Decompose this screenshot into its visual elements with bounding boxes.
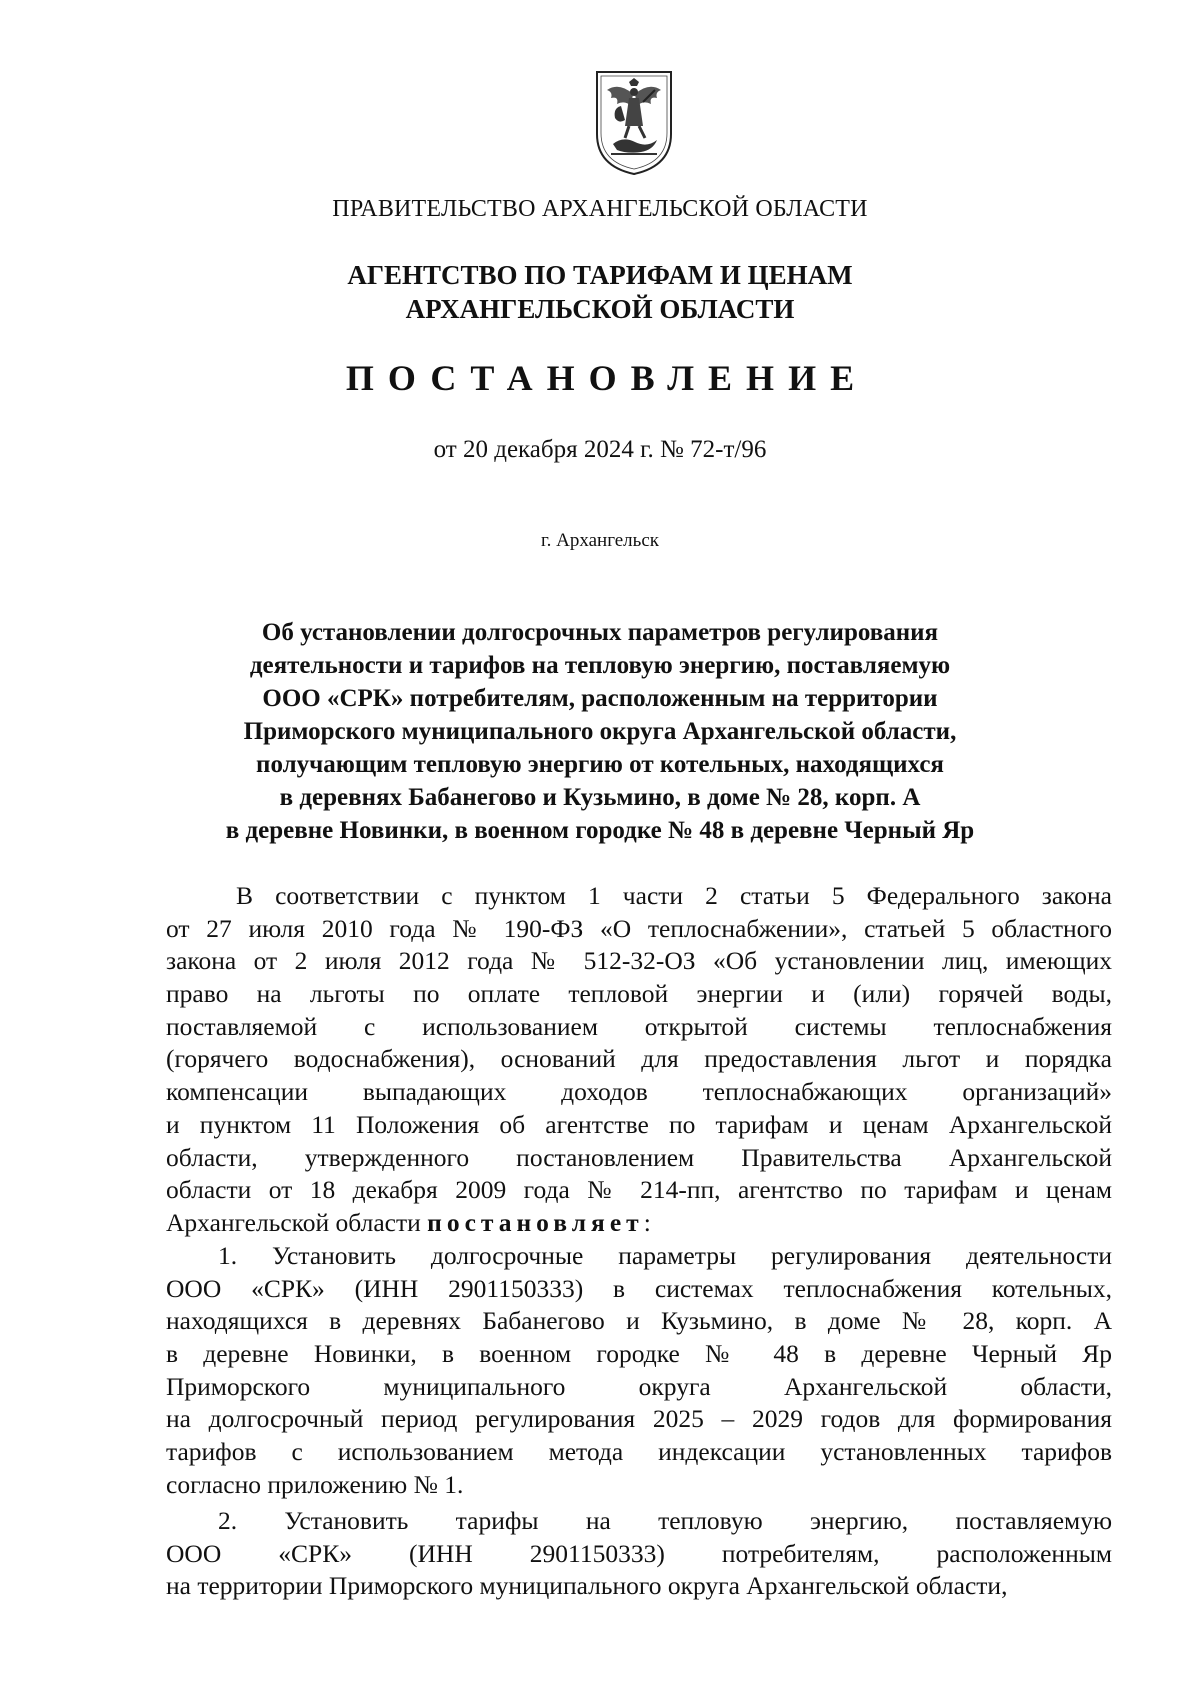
government-name: ПРАВИТЕЛЬСТВО АРХАНГЕЛЬСКОЙ ОБЛАСТИ [332,196,868,222]
decree-word: постановляет [427,1207,644,1237]
title-line: Об установлении долгосрочных параметров регулирования [261,619,939,646]
item-2-line: 2. Установить тарифы на тепловую энергию, поставляемую [218,1506,1112,1535]
title-line: в деревне Новинки, в военном городке № 48 в деревне Черный Яр [225,817,975,844]
item-2-line: на территории Приморского муниципального округа Архангельской области, [166,1571,1008,1601]
preamble-line: (горячего водоснабжения), оснований для предоставления льгот и порядка [166,1044,1112,1074]
title-line: деятельности и тарифов на тепловую энергию, поставляемую [249,652,951,679]
preamble-last-line [166,1207,1112,1240]
item-2-line: ООО «СРК» (ИНН 2901150333) потребителям, расположенным [166,1538,1112,1568]
item-1-line: находящихся в деревнях Бабанегово и Кузьмино, в доме № 28, корп. А [166,1306,1112,1336]
item-2-paragraph [166,1505,1112,1603]
item-1-line: Приморского муниципального округа Архангельской области, [166,1371,1112,1401]
document-date-number: от 20 декабря 2024 г. № 72-т/96 [433,436,767,463]
preamble-line: области, утвержденного постановлением Правительства Архангельской [166,1142,1112,1172]
item-1-line: 1. Установить долгосрочные параметры регулирования деятельности [218,1241,1112,1270]
preamble-line: от 27 июля 2010 года № 190-ФЗ «О теплоснабжении», статьей 5 областного [166,913,1112,943]
decree-colon: : [643,1207,651,1237]
coat-of-arms-icon [591,68,677,178]
title-line: получающим тепловую энергию от котельных, находящихся [256,751,944,778]
preamble-line: В соответствии с пунктом 1 части 2 статьи 5 Федерального закона [236,881,1112,910]
item-1-paragraph [166,1240,1112,1502]
preamble-paragraph [166,880,1112,1240]
document-city: г. Архангельск [540,530,659,551]
preamble-last-text: Архангельской области [166,1207,421,1237]
item-1-line: на долгосрочный период регулирования 2025 – 2029 годов для формирования [166,1404,1112,1434]
preamble-line: и пунктом 11 Положения об агентстве по тарифам и ценам Архангельской [166,1109,1112,1139]
agency-name [0,258,1200,326]
document-type: ПОСТАНОВЛЕНИЕ [345,358,869,398]
item-1-line: тарифов с использованием метода индексации установленных тарифов [166,1437,1112,1467]
title-line: в деревнях Бабанегово и Кузьмино, в доме № 28, корп. А [279,784,921,811]
document-title [0,616,1200,847]
item-1-line: ООО «СРК» (ИНН 2901150333) в системах теплоснабжения котельных, [166,1273,1112,1303]
preamble-line: компенсации выпадающих доходов теплоснабжающих организаций» [166,1077,1112,1107]
preamble-line: области от 18 декабря 2009 года № 214-пп, агентство по тарифам и ценам [166,1175,1112,1205]
title-line: Приморского муниципального округа Архангельской области, [243,718,957,745]
preamble-line: право на льготы по оплате тепловой энергии и (или) горячей воды, [166,979,1112,1009]
agency-name-line2: АРХАНГЕЛЬСКОЙ ОБЛАСТИ [405,294,795,324]
item-1-line: в деревне Новинки, в военном городке № 48 в деревне Черный Яр [166,1339,1112,1369]
agency-name-line1: АГЕНТСТВО ПО ТАРИФАМ И ЦЕНАМ [347,260,853,290]
title-line: ООО «СРК» потребителям, расположенным на территории [262,685,938,712]
preamble-line: закона от 2 июля 2012 года № 512-32-ОЗ «Об установлении лиц, имеющих [166,946,1112,976]
item-1-last-line: согласно приложению № 1. [166,1469,464,1499]
preamble-line: поставляемой с использованием открытой системы теплоснабжения [166,1011,1112,1041]
